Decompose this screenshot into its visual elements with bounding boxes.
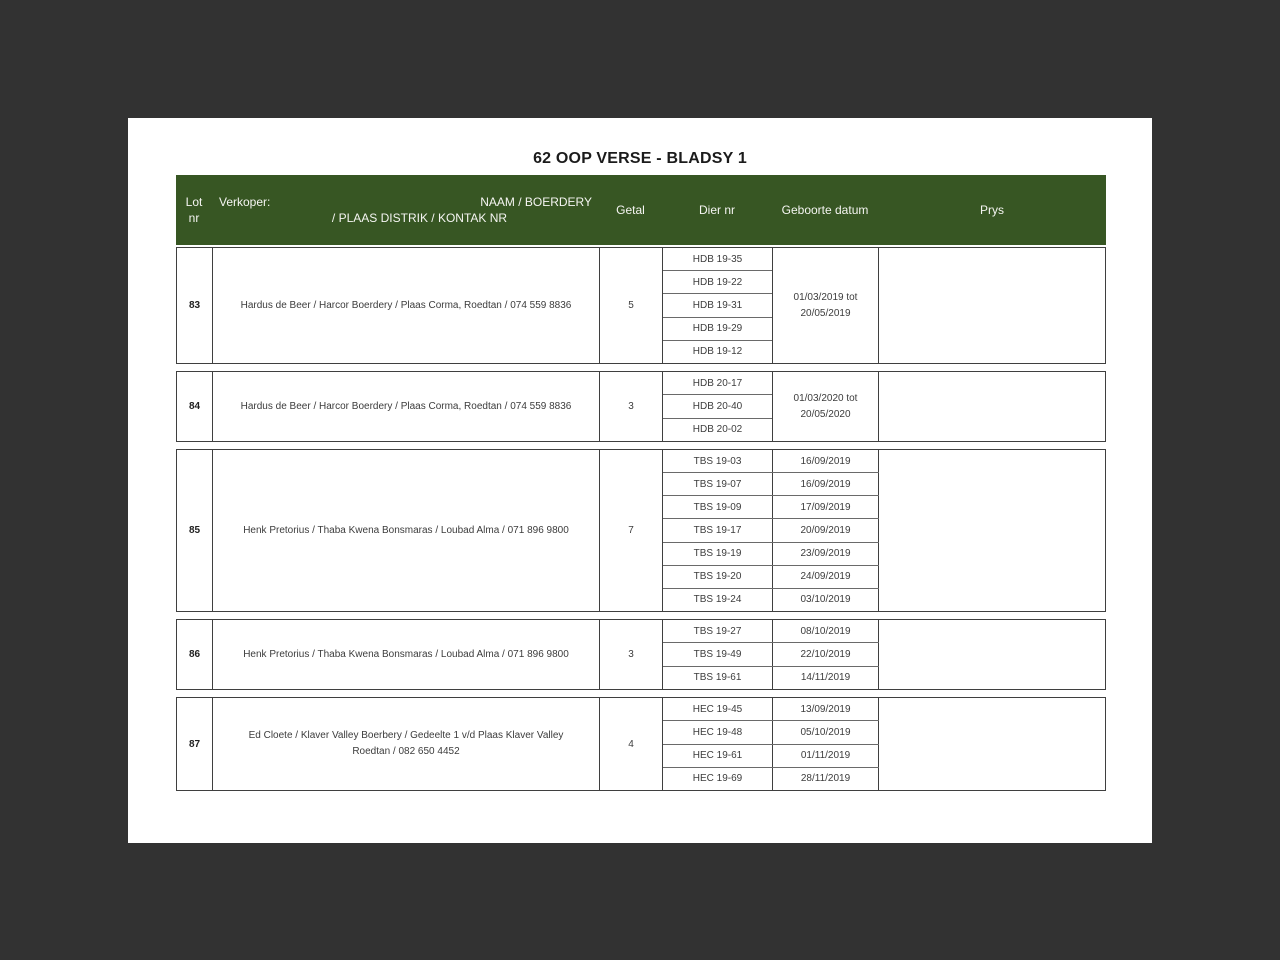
dier-nr-cell: TBS 19-20	[663, 566, 773, 588]
verkoper-cell	[213, 698, 600, 790]
geboorte-datum-line: 01/03/2020 tot	[793, 392, 858, 404]
lot-nr-cell: 83	[177, 248, 213, 363]
prys-cell	[879, 620, 1105, 689]
lot-nr-cell: 87	[177, 698, 213, 790]
document-page	[128, 118, 1152, 843]
header-prys: Prys	[980, 203, 1004, 217]
animals-area	[663, 450, 879, 611]
dier-nr-cell: HDB 19-35	[663, 248, 772, 271]
dier-nr-column	[663, 372, 773, 441]
header-naam-boerdery: NAAM / BOERDERY	[480, 195, 592, 209]
getal-cell: 4	[600, 698, 663, 790]
page-title: 62 OOP VERSE - BLADSY 1	[533, 150, 747, 167]
header-lot-line1: Lot	[185, 195, 203, 209]
prys-cell	[879, 450, 1105, 611]
geboorte-datum-cell: 28/11/2019	[773, 768, 879, 790]
dier-nr-cell: HDB 19-12	[692, 346, 743, 358]
geboorte-datum-cell: 16/09/2019	[773, 473, 879, 495]
verkoper-cell	[213, 620, 600, 689]
verkoper-line: Henk Pretorius / Thaba Kwena Bonsmaras / Loubad Alma / 071 896 9800	[243, 524, 569, 536]
header-dier-nr: Dier nr	[698, 203, 735, 217]
geboorte-datum-cell: 14/11/2019	[773, 667, 879, 689]
geboorte-datum-line: 20/05/2019	[800, 307, 851, 319]
header-getal: Getal	[616, 203, 645, 217]
header-lot-nr	[176, 175, 212, 245]
geboorte-datum-cell: 05/10/2019	[773, 721, 879, 743]
geboorte-datum-cell: 01/11/2019	[773, 745, 879, 767]
geboorte-datum-cell: 24/09/2019	[773, 566, 879, 588]
prys-cell	[879, 698, 1105, 790]
geboorte-datum-line: 01/03/2019 tot	[793, 291, 858, 303]
geboorte-datum-cell	[773, 248, 879, 363]
dier-nr-cell: TBS 19-24	[663, 589, 773, 611]
geboorte-datum-cell: 03/10/2019	[773, 589, 879, 611]
lot-row	[176, 371, 1106, 442]
dier-nr-cell: TBS 19-17	[663, 519, 773, 541]
dier-nr-cell: TBS 19-09	[663, 496, 773, 518]
verkoper-cell	[213, 248, 600, 363]
geboorte-datum-cell: 16/09/2019	[773, 450, 879, 472]
animal-sub-row	[663, 589, 879, 611]
geboorte-datum-cell: 17/09/2019	[773, 496, 879, 518]
animal-sub-row	[663, 450, 879, 473]
dier-nr-cell: TBS 19-07	[663, 473, 773, 495]
geboorte-datum-cell	[773, 372, 879, 441]
header-plaas-distrik-kontak: / PLAAS DISTRIK / KONTAK NR	[331, 211, 508, 225]
dier-nr-cell: HEC 19-45	[663, 698, 773, 720]
dier-nr-cell: TBS 19-19	[663, 543, 773, 565]
prys-cell	[879, 248, 1105, 363]
geboorte-datum-cell: 20/09/2019	[773, 519, 879, 541]
table-header-row	[176, 175, 1106, 245]
lot-row	[176, 619, 1106, 690]
geboorte-datum-cell: 08/10/2019	[773, 620, 879, 642]
verkoper-line: Henk Pretorius / Thaba Kwena Bonsmaras / Loubad Alma / 071 896 9800	[243, 648, 569, 660]
header-verkoper	[212, 175, 599, 245]
animal-sub-row	[663, 566, 879, 589]
lot-nr-cell: 86	[177, 620, 213, 689]
getal-cell: 3	[600, 620, 663, 689]
verkoper-line: Roedtan / 082 650 4452	[352, 746, 460, 757]
animal-sub-row	[663, 473, 879, 496]
animals-area	[663, 620, 879, 689]
verkoper-line: Hardus de Beer / Harcor Boerdery / Plaas Corma, Roedtan / 074 559 8836	[240, 400, 572, 412]
animals-area	[663, 372, 879, 441]
dier-nr-cell: HDB 19-22	[663, 271, 772, 294]
verkoper-cell	[213, 450, 600, 611]
animal-sub-row	[663, 543, 879, 566]
animal-sub-row	[663, 745, 879, 768]
prys-cell	[879, 372, 1105, 441]
lot-nr-cell: 84	[177, 372, 213, 441]
header-verkoper-label: Verkoper:	[219, 195, 271, 209]
getal-cell: 3	[600, 372, 663, 441]
dier-nr-column	[663, 248, 773, 363]
dier-nr-cell: HEC 19-69	[663, 768, 773, 790]
geboorte-datum-cell: 13/09/2019	[773, 698, 879, 720]
animal-sub-row	[663, 698, 879, 721]
dier-nr-cell: HDB 20-02	[692, 424, 743, 436]
animal-sub-row	[663, 667, 879, 689]
dier-nr-cell: TBS 19-61	[663, 667, 773, 689]
lot-blocks	[176, 247, 1106, 791]
dier-nr-cell: HEC 19-61	[663, 745, 773, 767]
animal-sub-row	[663, 721, 879, 744]
dier-nr-cell: HDB 20-40	[663, 395, 772, 418]
lot-row	[176, 247, 1106, 364]
animal-sub-row	[663, 643, 879, 666]
dier-nr-cell: HDB 20-17	[663, 372, 772, 395]
animal-sub-row	[663, 519, 879, 542]
lot-nr-cell: 85	[177, 450, 213, 611]
verkoper-cell	[213, 372, 600, 441]
dier-nr-cell: TBS 19-27	[663, 620, 773, 642]
animal-sub-row	[663, 496, 879, 519]
dier-nr-cell: HDB 19-31	[663, 294, 772, 317]
dier-nr-cell: HEC 19-48	[663, 721, 773, 743]
auction-table	[176, 175, 1106, 791]
header-verkoper-line1	[219, 194, 592, 210]
geboorte-datum-cell: 22/10/2019	[773, 643, 879, 665]
lot-row	[176, 449, 1106, 612]
dier-nr-cell: TBS 19-49	[663, 643, 773, 665]
geboorte-datum-cell: 23/09/2019	[773, 543, 879, 565]
lot-row	[176, 697, 1106, 791]
geboorte-datum-line: 20/05/2020	[800, 408, 851, 420]
animal-sub-row	[663, 768, 879, 790]
verkoper-line: Ed Cloete / Klaver Valley Boerbery / Gedeelte 1 v/d Plaas Klaver Valley	[248, 730, 564, 741]
header-lot-line2: nr	[188, 211, 200, 225]
getal-cell: 5	[600, 248, 663, 363]
dier-nr-cell: TBS 19-03	[663, 450, 773, 472]
animal-sub-row	[663, 620, 879, 643]
getal-cell: 7	[600, 450, 663, 611]
verkoper-line: Hardus de Beer / Harcor Boerdery / Plaas Corma, Roedtan / 074 559 8836	[240, 299, 572, 311]
dier-nr-cell: HDB 19-29	[663, 318, 772, 341]
animals-area	[663, 698, 879, 790]
header-geboorte-datum: Geboorte datum	[781, 203, 869, 217]
animals-area	[663, 248, 879, 363]
